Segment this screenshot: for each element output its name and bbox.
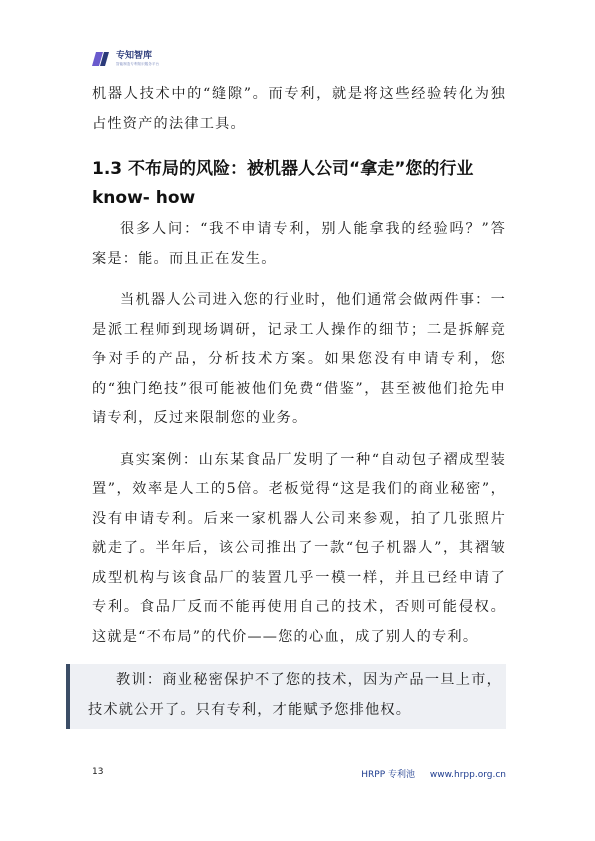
website-link[interactable]: www.hrpp.org.cn xyxy=(429,770,506,780)
logo-mark-icon xyxy=(92,50,112,68)
paragraph-industry: 当机器人公司进入您的行业时，他们通常会做两件事：一是派工程师到现场调研，记录工人操作的细节；二是拆解竞争对手的产品，分析技术方案。如果您没有申请专利，您的“独门绝技”很可能被他们免费“借鉴”，甚至被他们抢先申请专利，反过来限制您的业务。 xyxy=(92,292,506,426)
brand-subtitle: 智能制造专利知识服务平台 xyxy=(116,61,160,66)
section-heading: 1.3 不布局的风险：被机器人公司“拿走”您的行业know- how xyxy=(92,159,474,208)
paragraph-case-study: 真实案例：山东某食品厂发明了一种“自动包子褶成型装置”，效率是人工的5倍。老板觉得“这是我们的商业秘密”，没有申请专利。后来一家机器人公司来参观，拍了几张照片就走了。半年后，该公司推出了一款“包子机器人”，其褶皱成型机构与该食品厂的装置几乎一模一样，并且已经申请了专利。食品厂反而不能再使用自己的技术，否则可能侵权。这就是“不布局”的代价——您的心血，成了别人的专利。 xyxy=(92,451,506,645)
brand-text xyxy=(116,52,159,67)
lesson-callout xyxy=(66,664,506,729)
brand-name: 专知智库 xyxy=(116,50,153,61)
page-number: 13 xyxy=(92,767,104,777)
paragraph-continued: 机器人技术中的“缝隙”。而专利，就是将这些经验转化为独占性资产的法律工具。 xyxy=(92,86,506,132)
page-footer xyxy=(92,767,506,781)
page-content xyxy=(88,80,506,729)
footer-credit xyxy=(361,767,506,780)
publisher-name: HRPP 专利池 xyxy=(361,770,416,780)
header-logo xyxy=(92,48,159,70)
paragraph-question: 很多人问：“我不申请专利，别人能拿我的经验吗？”答案是：能。而且正在发生。 xyxy=(92,221,506,267)
callout-text: 教训：商业秘密保护不了您的技术，因为产品一旦上市，技术就公开了。只有专利，才能赋予您排他权。 xyxy=(88,672,502,718)
